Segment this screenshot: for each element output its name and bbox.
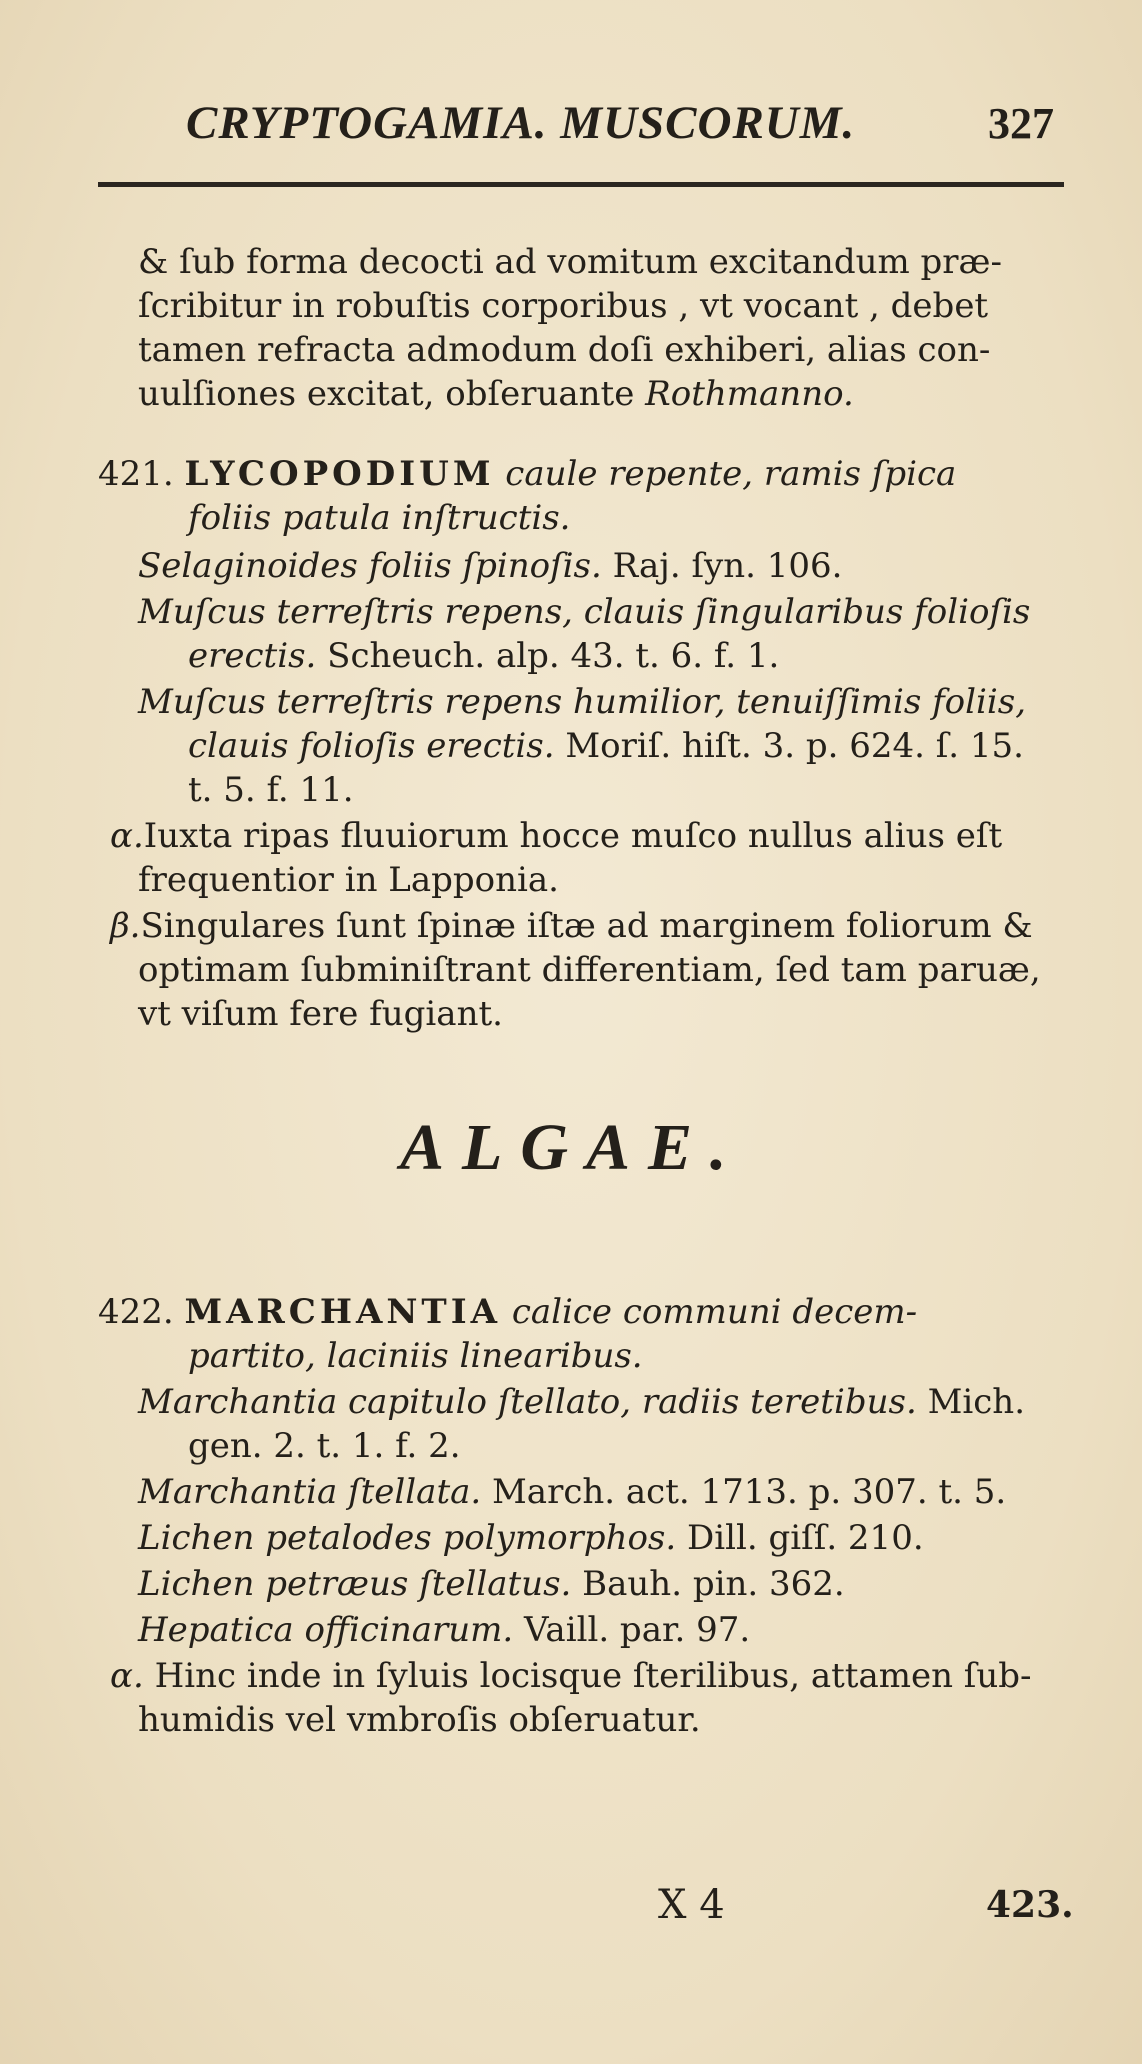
entry-number: 421. (98, 454, 174, 494)
note-alpha: α.Iuxta ripas fluuiorum hocce muſco nullus alius eſt (110, 816, 1003, 856)
intro-line-1: & ſub forma decocti ad vomitum excitandum præ- (138, 242, 1002, 282)
header-rule (98, 182, 1064, 187)
synonym-line: Lichen petræus ſtellatus. Bauh. pin. 362. (138, 1564, 845, 1604)
synonym-line: Muſcus terreſtris repens, clauis ſingularibus folioſis (138, 592, 1031, 632)
synonym-line: Marchantia capitulo ſtellato, radiis teretibus. Mich. (138, 1382, 1026, 1422)
entry-number: 422. (98, 1292, 174, 1332)
intro-line-4: uulſiones excitat, obſeruante Rothmanno. (138, 374, 854, 414)
synonym-line: Selaginoides foliis ſpinoſis. Raj. ſyn. 106. (138, 546, 843, 586)
note-beta: β.Singulares ſunt ſpinæ iſtæ ad marginem foliorum & (110, 906, 1033, 946)
entry-421-heading: 421. LYCOPODIUM caule repente, ramis ſpica (98, 454, 957, 494)
synonym-line: Hepatica officinarum. Vaill. par. 97. (138, 1610, 751, 1650)
note-alpha-cont: frequentior in Lapponia. (138, 860, 559, 900)
synonym-line: erectis. Scheuch. alp. 43. t. 6. f. 1. (188, 636, 780, 676)
genus-name: LYCOPODIUM (184, 454, 495, 494)
intro-line-3: tamen refracta admodum doſi exhiberi, alias con- (138, 330, 991, 370)
genus-name: MARCHANTIA (184, 1292, 502, 1332)
entry-422-diagnosis: partito, laciniis linearibus. (188, 1336, 643, 1376)
signature-mark: X 4 (658, 1882, 725, 1928)
note-beta-cont: optimam ſubminiſtrant differentiam, ſed tam paruæ, (138, 950, 1041, 990)
page-number: 327 (988, 99, 1054, 148)
note-alpha-cont: humidis vel vmbroſis obſeruatur. (138, 1700, 701, 1740)
section-title: ALGAE. (400, 1111, 745, 1184)
running-head: CRYPTOGAMIA. MUSCORUM. (186, 97, 856, 149)
catchword: 423. (986, 1884, 1074, 1926)
entry-422-heading: 422. MARCHANTIA calice communi decem- (98, 1292, 918, 1332)
synonym-line: clauis folioſis erectis. Moriſ. hiſt. 3. p. 624. ſ. 15. (188, 726, 1024, 766)
synonym-line: Marchantia ſtellata. March. act. 1713. p. 307. t. 5. (138, 1472, 1007, 1512)
entry-421-diagnosis: foliis patula inſtructis. (188, 498, 571, 538)
synonym-line: Muſcus terreſtris repens humilior, tenuiſſimis foliis, (138, 682, 1027, 722)
author-name: Rothmanno. (645, 374, 854, 414)
synonym-line: t. 5. f. 11. (188, 770, 354, 810)
synonym-line: gen. 2. t. 1. f. 2. (188, 1426, 461, 1466)
note-alpha: α. Hinc inde in ſyluis locisque ſterilibus, attamen ſub- (110, 1656, 1032, 1696)
intro-line-2: ſcribitur in robuſtis corporibus , vt vocant , debet (138, 286, 989, 326)
synonym-line: Lichen petalodes polymorphos. Dill. giſſ. 210. (138, 1518, 924, 1558)
note-beta-cont: vt viſum fere fugiant. (138, 994, 503, 1034)
